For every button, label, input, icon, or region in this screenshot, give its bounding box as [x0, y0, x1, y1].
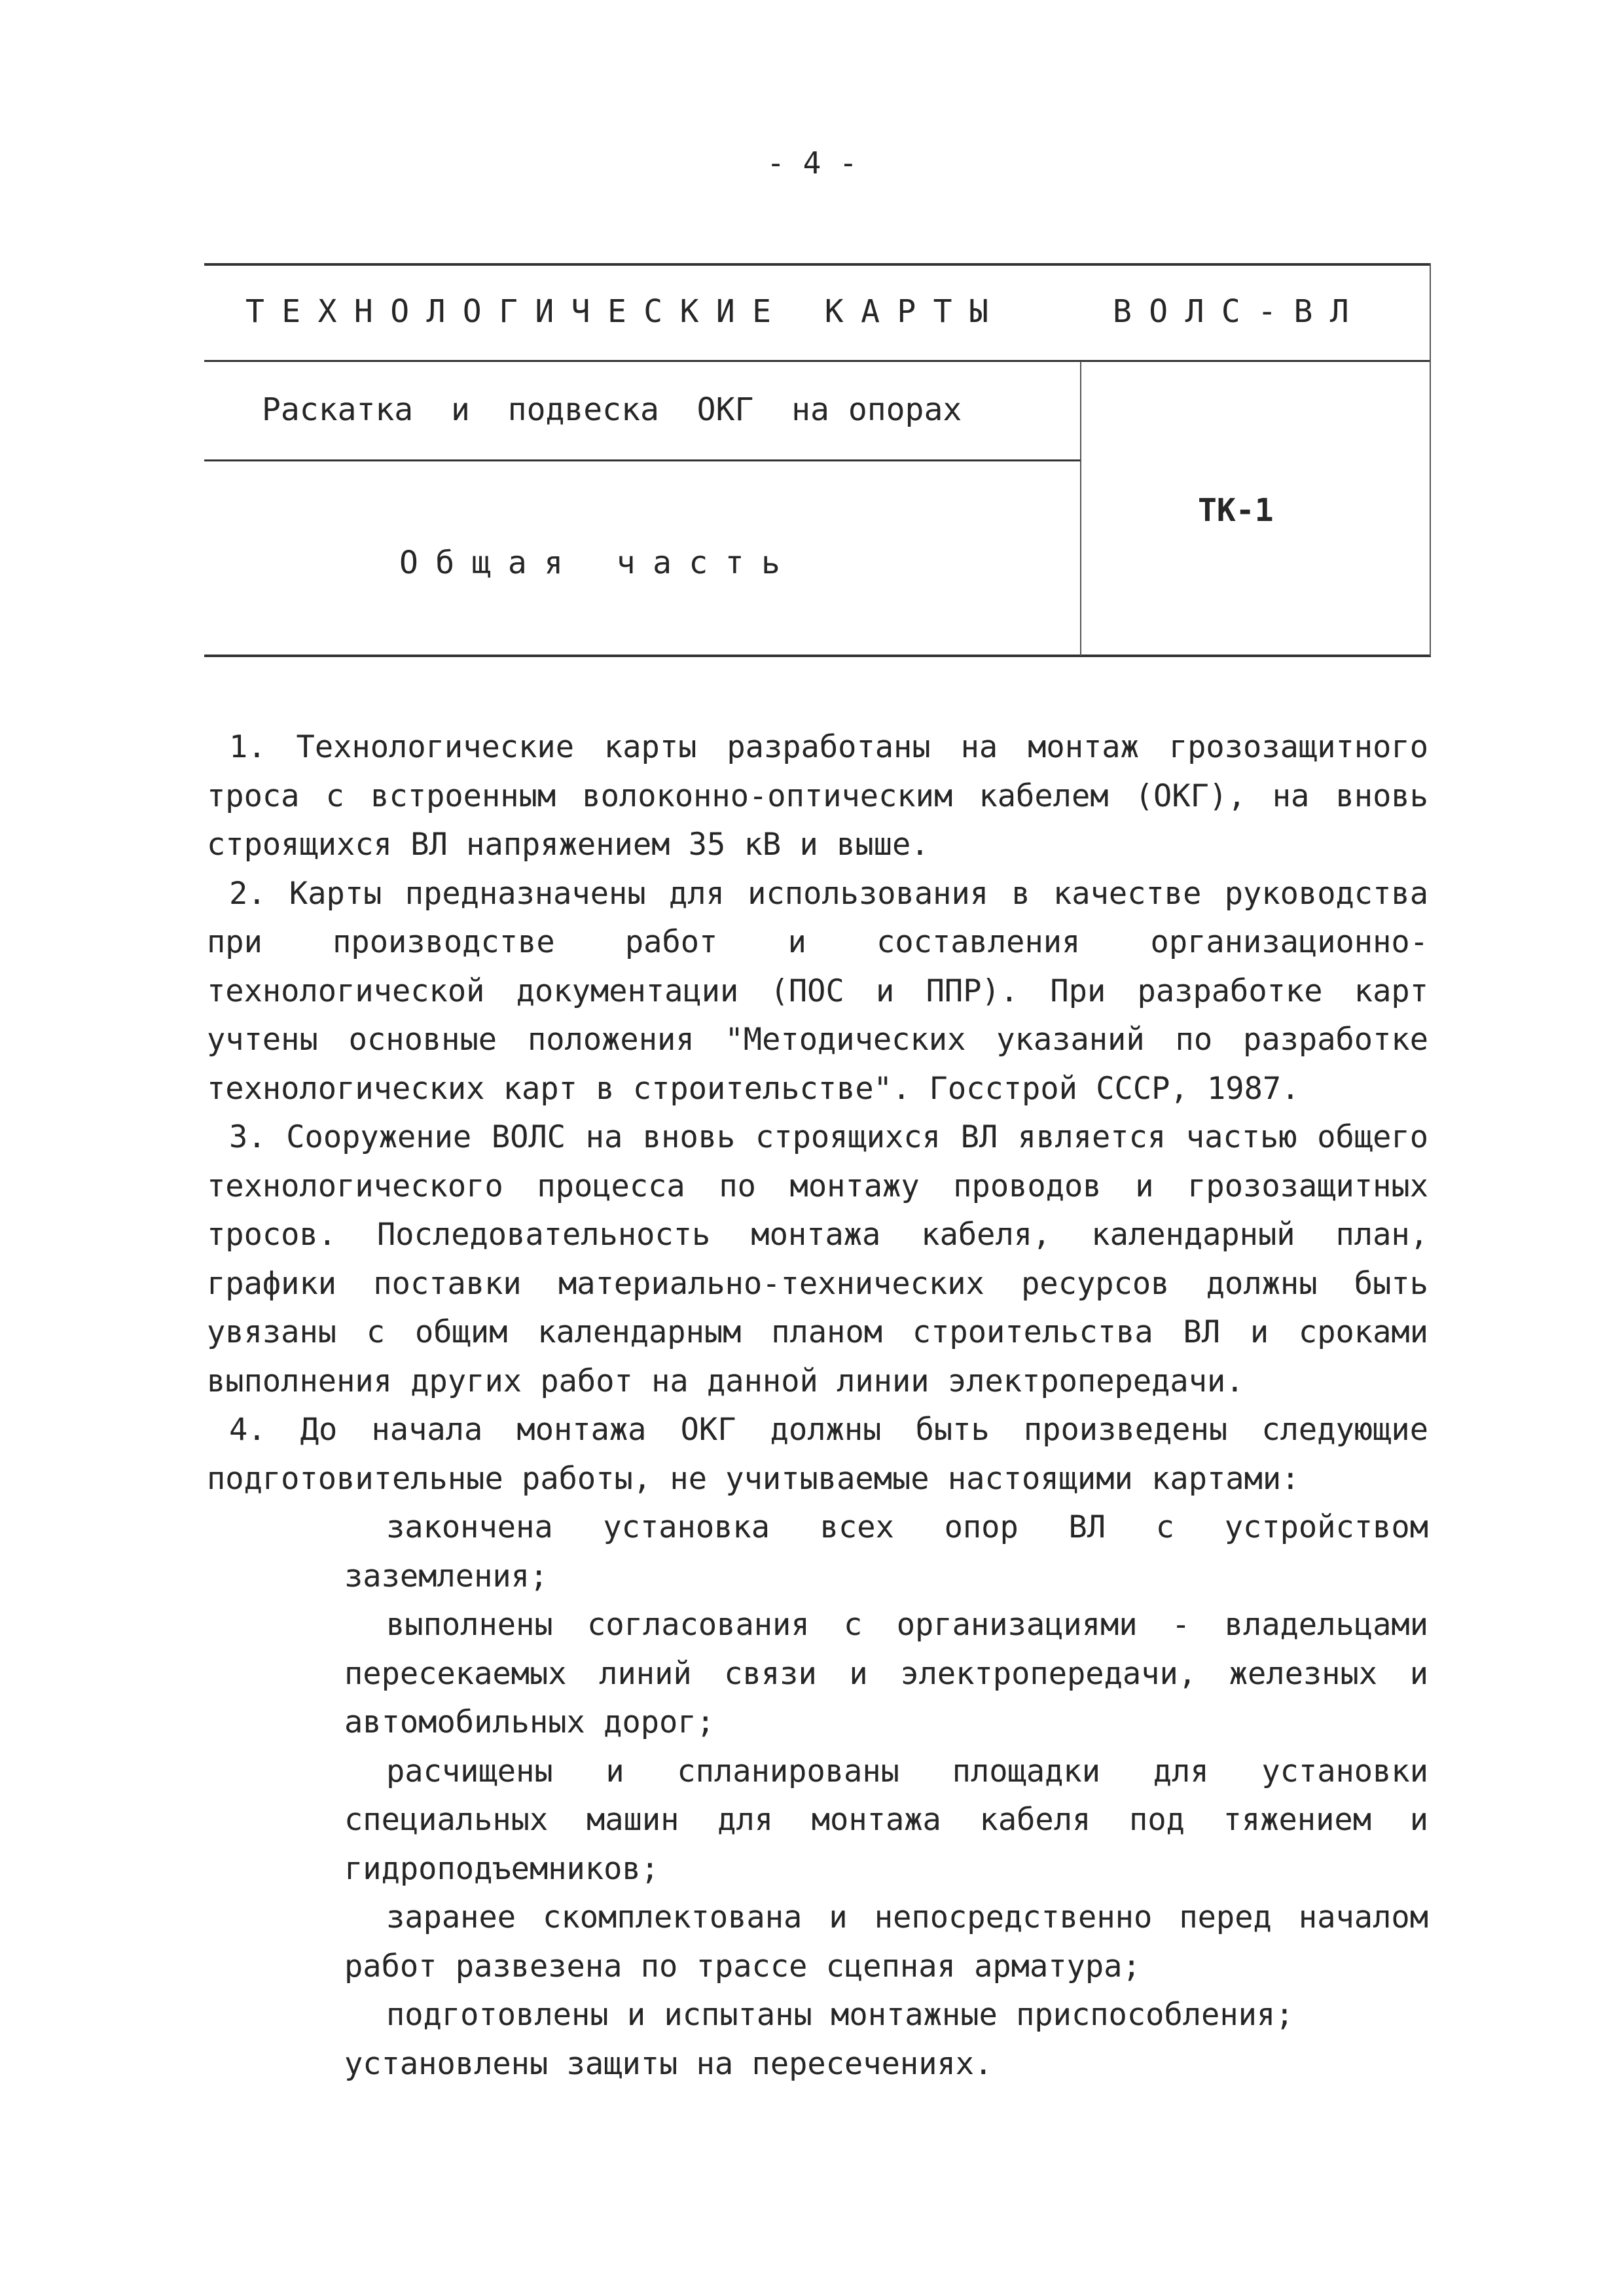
page-number: - 4 -: [767, 145, 857, 181]
list-item: выполнены согласования с организациями - владельцами пересекаемых линий связи и электропередачи, железных и автомобильных дорог;: [344, 1607, 1428, 1740]
paragraph-3: 3. Сооружение ВОЛС на вновь строящихся ВЛ является частью общего технологического процесса по монтажу проводов и грозозащитных тросов. Последовательность монтажа кабеля, календарный план, графики поставки материально-технических ресурсов должны быть увязаны с общим календарным планом строительства ВЛ и сроками выполнения других работ на данной линии электропередачи.: [207, 1119, 1428, 1399]
body-text: [207, 723, 1428, 2089]
header-code: ТК-1: [1198, 492, 1274, 529]
header-subtitle: Раскатка и подвеска ОКГ на опорах: [262, 391, 962, 428]
header-title-right: ВОЛС-ВЛ: [1113, 293, 1367, 330]
list-item: установлены защиты на пересечениях.: [344, 2045, 993, 2082]
list-item: заранее скомплектована и непосредственно перед началом работ развезена по трассе сцепная арматура;: [344, 1899, 1428, 1984]
list-item: расчищены и спланированы площадки для установки специальных машин для монтажа кабеля под тяжением и гидроподъемников;: [344, 1753, 1428, 1887]
list-item: подготовлены и испытаны монтажные приспособления;: [386, 1997, 1294, 2033]
paragraph-2: 2. Карты предназначены для использования в качестве руководства при производстве работ и составления организационно-технологической документации (ПОС и ППР). При разработке карт учтены основные положения "Методических указаний по разработке технологических карт в строительстве". Госстрой СССР, 1987.: [207, 875, 1428, 1107]
header-rule-2: [204, 360, 1431, 362]
header-rule-top: [204, 263, 1431, 266]
header-rule-bottom: [204, 655, 1431, 657]
header-rule-3: [204, 459, 1081, 461]
header-border-right: [1430, 263, 1431, 656]
paragraph-1: 1. Технологические карты разработаны на монтаж грозозащитного троса с встроенным волоконно-оптическим кабелем (ОКГ), на вновь строящихся ВЛ напряжением 35 кВ и выше.: [207, 729, 1428, 863]
paragraph-4: 4. До начала монтажа ОКГ должны быть произведены следующие подготовительные работы, не учитываемые настоящими картами:: [207, 1412, 1428, 1497]
header-section: Общая часть: [399, 545, 798, 581]
header-title-left: ТЕХНОЛОГИЧЕСКИЕ КАРТЫ: [245, 293, 1006, 330]
header-divider-vertical: [1080, 361, 1081, 656]
list-item: закончена установка всех опор ВЛ с устройством заземления;: [344, 1509, 1428, 1594]
